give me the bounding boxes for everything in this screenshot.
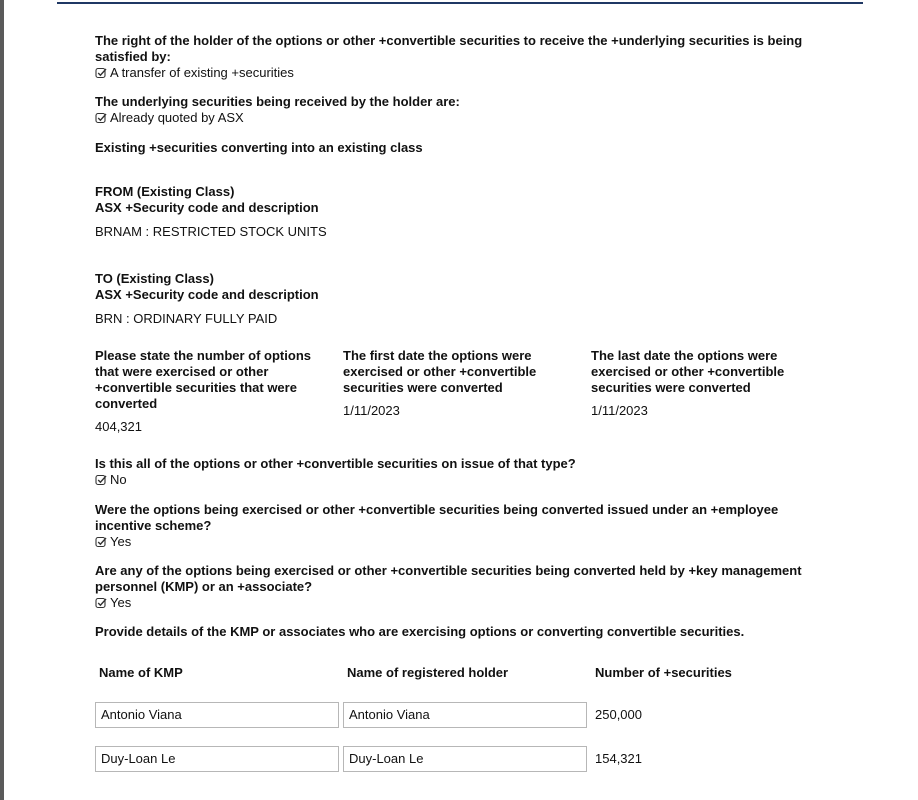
all-on-issue-section — [95, 456, 835, 488]
registered-holder-cell: Antonio Viana — [343, 702, 587, 728]
from-section — [95, 184, 835, 240]
table-row — [95, 702, 642, 728]
kmp-name-cell: Antonio Viana — [95, 702, 339, 728]
checked-box-icon — [95, 112, 107, 124]
checked-box-icon — [95, 474, 107, 486]
kmp-held-question: Are any of the options being exercised or other +convertible securities being converted held by +key management personnel (KMP) or an +associate? — [95, 563, 802, 594]
first-date-label: The first date the options were exercised or other +convertible securities were converted — [343, 348, 537, 395]
number-securities-cell: 154,321 — [595, 751, 642, 766]
to-title: TO (Existing Class) — [95, 271, 214, 286]
all-on-issue-answer — [95, 472, 835, 488]
kmp-details-heading: Provide details of the KMP or associates who are exercising options or converting convertible securities. — [95, 624, 745, 639]
number-converted-label: Please state the number of options that were exercised or other +convertible securities that were converted — [95, 348, 311, 411]
to-label: ASX +Security code and description — [95, 287, 319, 302]
first-date-value: 1/11/2023 — [343, 403, 400, 418]
last-date-value: 1/11/2023 — [591, 403, 648, 418]
from-value: BRNAM : RESTRICTED STOCK UNITS — [95, 224, 327, 239]
underlying-section — [95, 94, 835, 126]
from-label: ASX +Security code and description — [95, 200, 319, 215]
header-kmp-name: Name of KMP — [99, 665, 183, 680]
number-converted-column — [95, 348, 343, 435]
kmp-table-header — [95, 665, 839, 681]
kmp-name-cell: Duy-Loan Le — [95, 746, 339, 772]
all-on-issue-question: Is this all of the options or other +convertible securities on issue of that type? — [95, 456, 576, 471]
last-date-column — [591, 348, 839, 435]
underlying-question: The underlying securities being received by the holder are: — [95, 94, 460, 109]
conversion-details — [95, 348, 839, 435]
checked-box-icon — [95, 67, 107, 79]
header-registered-holder: Name of registered holder — [347, 665, 509, 680]
conversion-heading: Existing +securities converting into an existing class — [95, 140, 423, 155]
employee-scheme-question: Were the options being exercised or other +convertible securities being converted issued under an +employee incentive scheme? — [95, 502, 779, 533]
employee-scheme-answer — [95, 534, 835, 550]
satisfaction-answer-text: A transfer of existing +securities — [110, 65, 294, 80]
header-number-securities: Number of +securities — [595, 665, 732, 680]
table-row — [95, 746, 642, 772]
registered-holder-cell: Duy-Loan Le — [343, 746, 587, 772]
page-edge-bar — [0, 0, 4, 800]
to-value: BRN : ORDINARY FULLY PAID — [95, 311, 278, 326]
satisfaction-question: The right of the holder of the options or other +convertible securities to receive the +underlying securities is being satisfied by: — [95, 33, 803, 64]
from-title: FROM (Existing Class) — [95, 184, 235, 199]
all-on-issue-answer-text: No — [110, 472, 127, 487]
satisfaction-answer — [95, 65, 835, 81]
underlying-answer-text: Already quoted by ASX — [110, 110, 244, 125]
employee-scheme-answer-text: Yes — [110, 534, 132, 549]
number-securities-cell: 250,000 — [595, 707, 642, 722]
underlying-answer — [95, 110, 835, 126]
satisfaction-section — [95, 33, 835, 81]
last-date-label: The last date the options were exercised or other +convertible securities were converted — [591, 348, 785, 395]
kmp-held-section — [95, 563, 835, 611]
kmp-held-answer-text: Yes — [110, 595, 132, 610]
employee-scheme-section — [95, 502, 835, 550]
checked-box-icon — [95, 536, 107, 548]
top-divider — [57, 2, 863, 4]
kmp-held-answer — [95, 595, 835, 611]
first-date-column — [343, 348, 591, 435]
number-converted-value: 404,321 — [95, 419, 142, 434]
checked-box-icon — [95, 597, 107, 609]
to-section — [95, 271, 835, 327]
